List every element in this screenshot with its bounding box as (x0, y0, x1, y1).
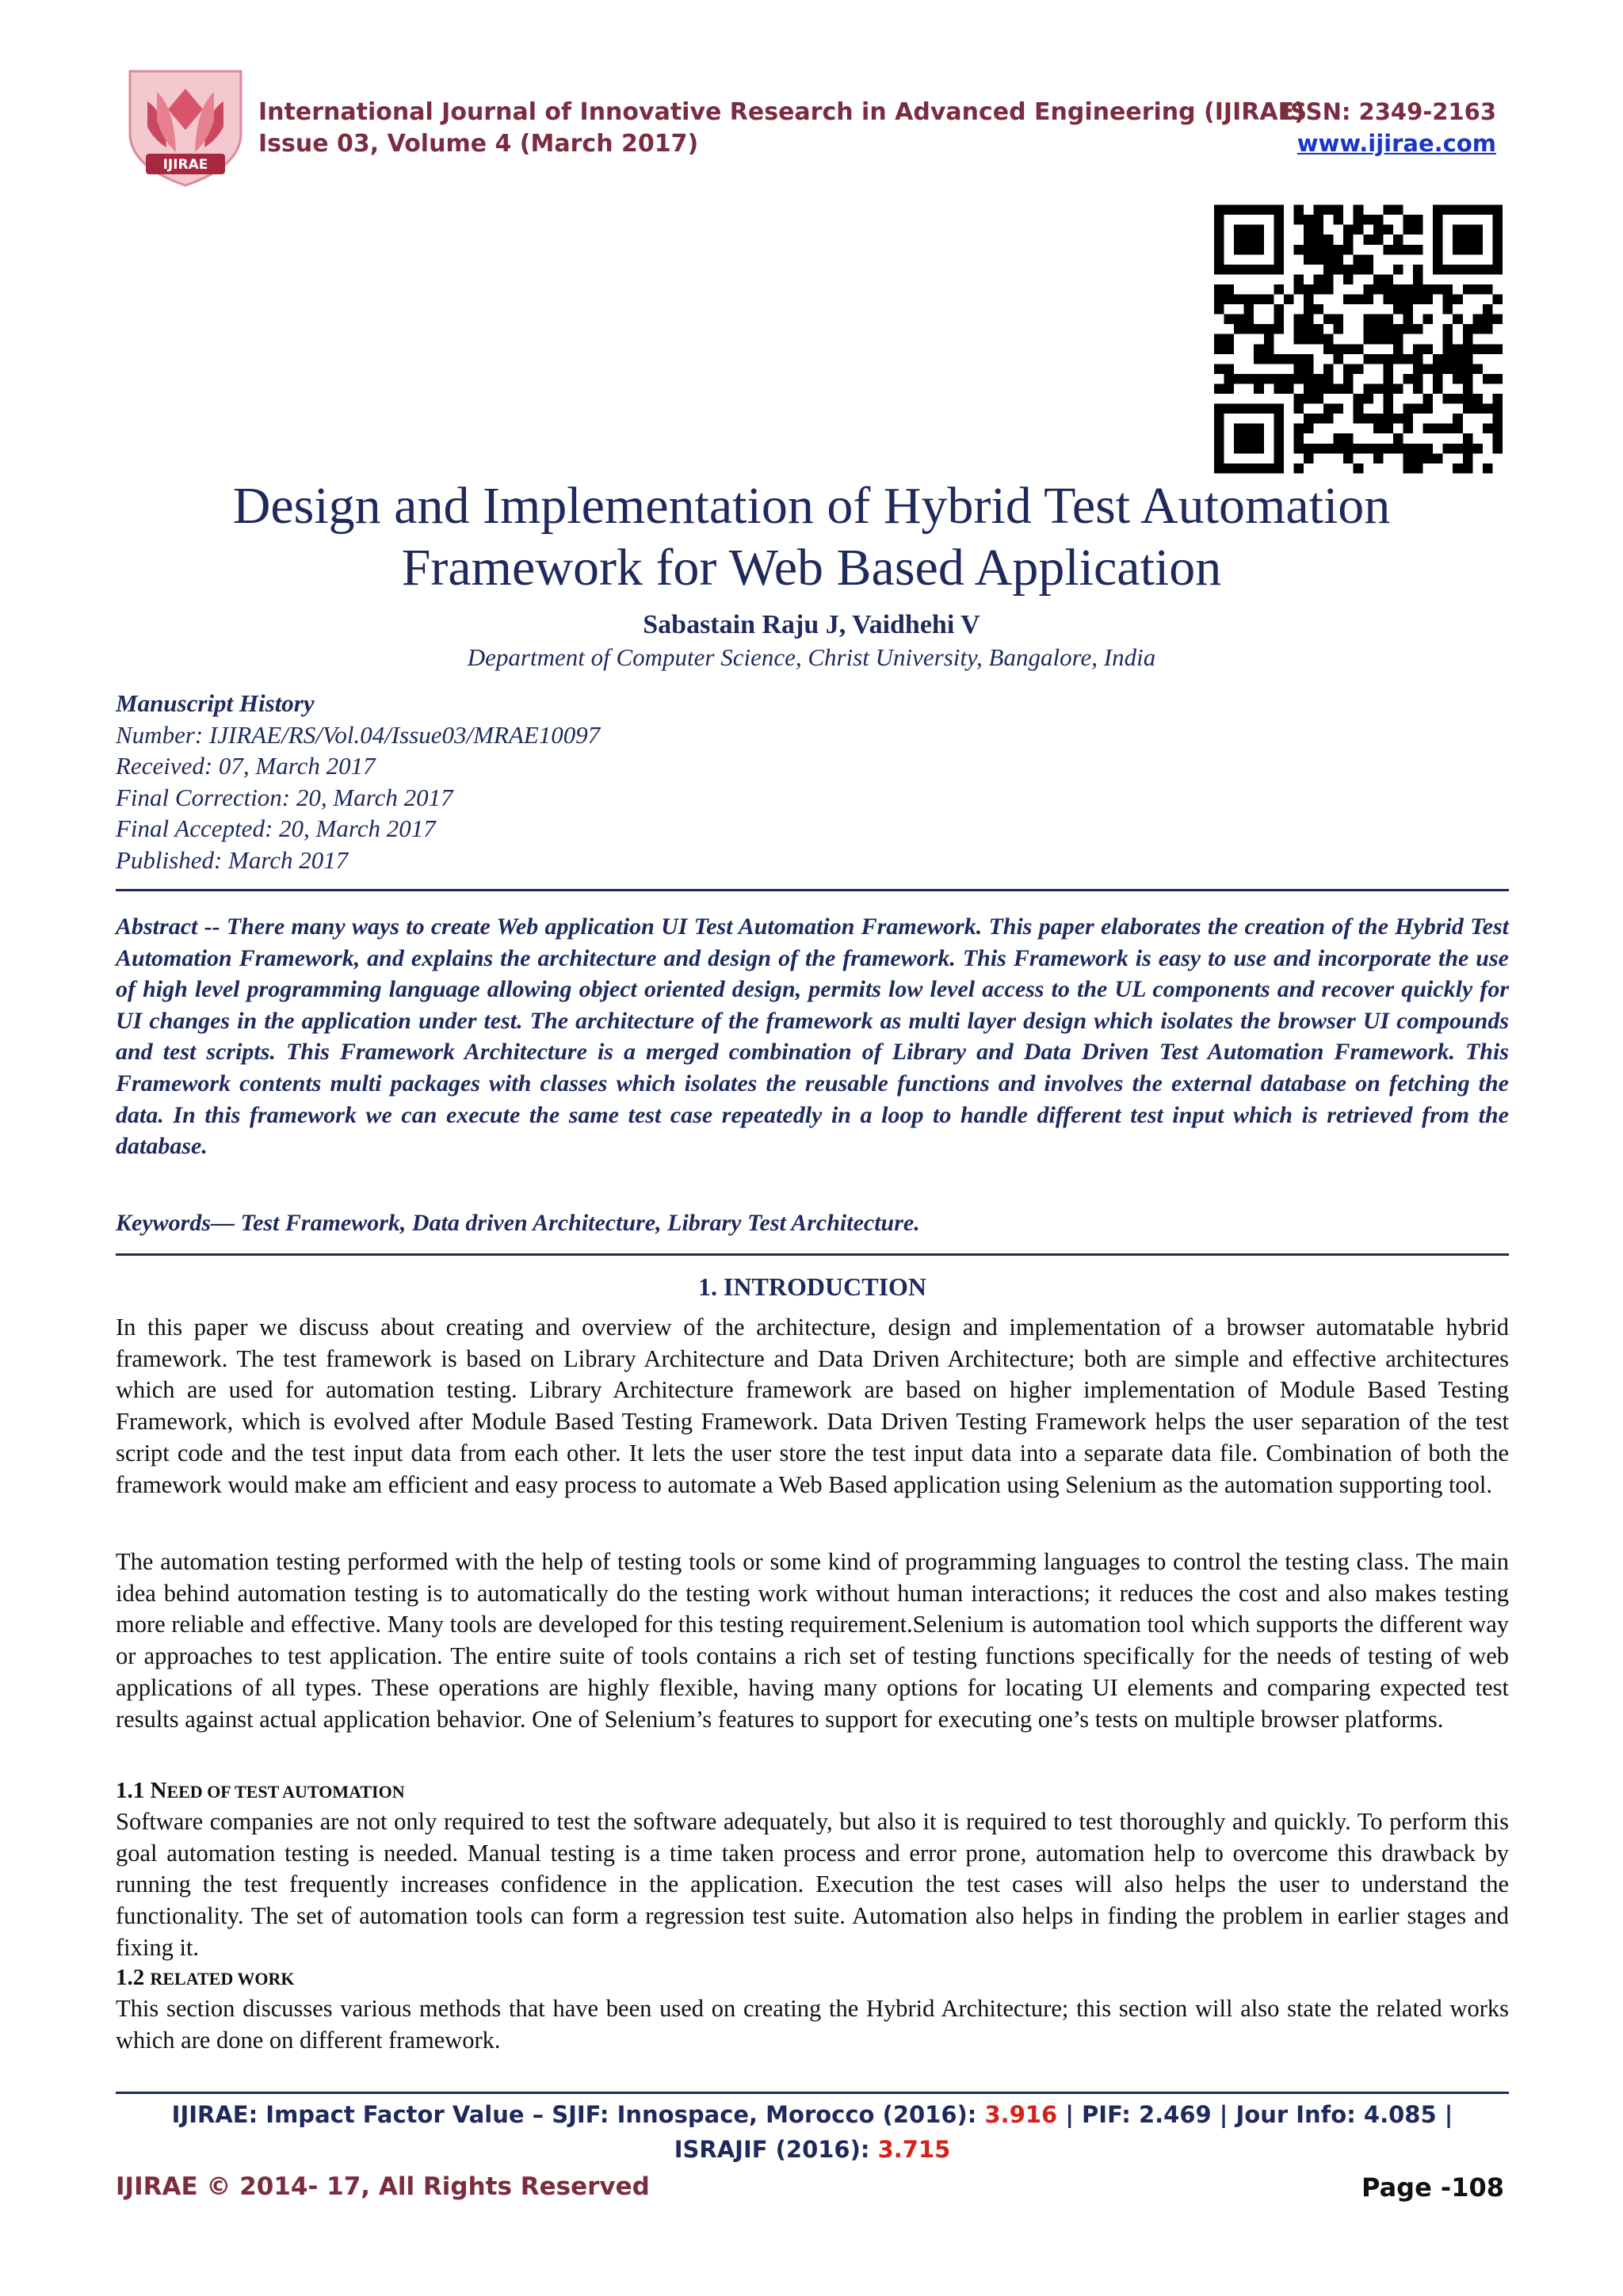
manuscript-number: Number: IJIRAE/RS/Vol.04/Issue03/MRAE10097 (116, 720, 601, 749)
need-of-test-automation-text: Software companies are not only required to test the software adequately, but also it is required to test thoroughly and quickly. To perform this goal automation testing is needed. Manual testing is a time taken process and error prone, automation help to overcome this drawback by running the test frequently increases confidence in the application. Execution the test cases will also helps the user to understand the functionality. The set of automation tools can form a regression test suite. Automation also helps in finding the problem in earlier stages and fixing it. (116, 1808, 1509, 1961)
divider-rule (116, 889, 1509, 891)
related-work-text: This section discusses various methods that have been used on creating the Hybrid Architecture; this section will also state the related works which are done on different framework. (116, 1995, 1509, 2054)
final-correction-date: Final Correction: 20, March 2017 (116, 783, 453, 811)
footer-israjif: ISRAJIF (2016): 3.715 (674, 2136, 951, 2163)
intro-paragraph-1: In this paper we discuss about creating and overview of the architecture, design and implementation of a browser automatable hybrid framework. The test framework is based on Library Architecture and Data Driven Architecture; both are simple and effective architectures which are used for automation testing. Library Architecture framework are based on higher implementation of Module Based Testing Framework, which is evolved after Module Based Testing Framework. Data Driven Testing Framework helps the user separation of the test script code and the test input data from each other. It lets the user store the test input data into a separate data file. Combination of both the framework would make am efficient and easy process to automate a Web Based application using Selenium as the automation supporting tool. (116, 1314, 1509, 1498)
abstract: Abstract -- There many ways to create Web application UI Test Automation Framework. This paper elaborates the creation of the Hybrid Test Automation Framework, and explains the architecture and design of the framework. This Framework is easy to use and incorporate the use of high level programming language allowing object oriented design, permits low level access to the UL components and recover quickly for UI changes in the application under test. The architecture of the framework as multi layer design which isolates the browser UI compounds and test scripts. This Framework Architecture is a merged combination of Library and Data Driven Test Automation Framework. This Framework contents multi packages with classes which isolates the reusable functions and involves the external database on fetching the data. In this framework we can execute the same test case repeatedly in a loop to handle different test input which is retrieved from the database. (116, 913, 1509, 1160)
qr-code (1214, 204, 1503, 474)
journal-issue: Issue 03, Volume 4 (March 2017) (258, 130, 699, 158)
sjif-value: 3.916 (984, 2101, 1058, 2128)
footer-rule (116, 2092, 1509, 2094)
paper-title-line-1: Design and Implementation of Hybrid Test Automation (232, 477, 1391, 535)
journal-website-link[interactable]: www.ijirae.com (1296, 130, 1496, 157)
paper-title (119, 475, 1504, 599)
subsection-heading-need-of-test-automation: 1.1 NEED OF TEST AUTOMATION (116, 1778, 405, 1803)
manuscript-history (116, 688, 987, 875)
ijirae-logo (119, 65, 252, 189)
final-accepted-date: Final Accepted: 20, March 2017 (116, 814, 436, 842)
subsection-heading-related-work: 1.2 RELATED WORK (116, 1965, 295, 1990)
israjif-value: 3.715 (877, 2136, 951, 2163)
svg-text:IJIRAE: IJIRAE (162, 157, 208, 173)
paper-title-line-2: Framework for Web Based Application (401, 539, 1222, 597)
intro-paragraph-2: The automation testing performed with the help of testing tools or some kind of programming languages to control the testing class. The main idea behind automation testing is to automatically do the testing work without human interactions; it reduces the cost and also makes testing more reliable and effective. Many tools are developed for this testing requirement.Selenium is automation tool which supports the different way or approaches to test application. The entire suite of tools contains a rich set of testing functions specifically for the needs of testing of web applications of all types. These operations are highly flexible, having many options for locating UI elements and comparing expected test results against actual application behavior. One of Selenium’s features to support for executing one’s tests on multiple browser platforms. (116, 1548, 1509, 1733)
received-date: Received: 07, March 2017 (116, 752, 376, 780)
manuscript-history-heading: Manuscript History (116, 689, 315, 717)
page-number: Page -108 (1361, 2172, 1504, 2203)
footer-impact-factor: IJIRAE: Impact Factor Value – SJIF: Innospace, Morocco (2016): 3.916 | PIF: 2.469 | Jour Info: 4.085 | (171, 2101, 1453, 2128)
section-heading-introduction: 1. INTRODUCTION (697, 1272, 927, 1301)
journal-name: International Journal of Innovative Research in Advanced Engineering (IJIRAE) (258, 98, 1305, 126)
authors: Sabastain Raju J, Vaidhehi V (643, 610, 980, 639)
keywords: Keywords— Test Framework, Data driven Architecture, Library Test Architecture. (116, 1210, 920, 1236)
affiliation: Department of Computer Science, Christ University, Bangalore, India (467, 643, 1156, 671)
issn: ISSN: 2349-2163 (1281, 98, 1496, 125)
published-date: Published: March 2017 (116, 845, 349, 874)
divider-rule (116, 1253, 1509, 1256)
copyright: IJIRAE © 2014- 17, All Rights Reserved (116, 2172, 650, 2201)
